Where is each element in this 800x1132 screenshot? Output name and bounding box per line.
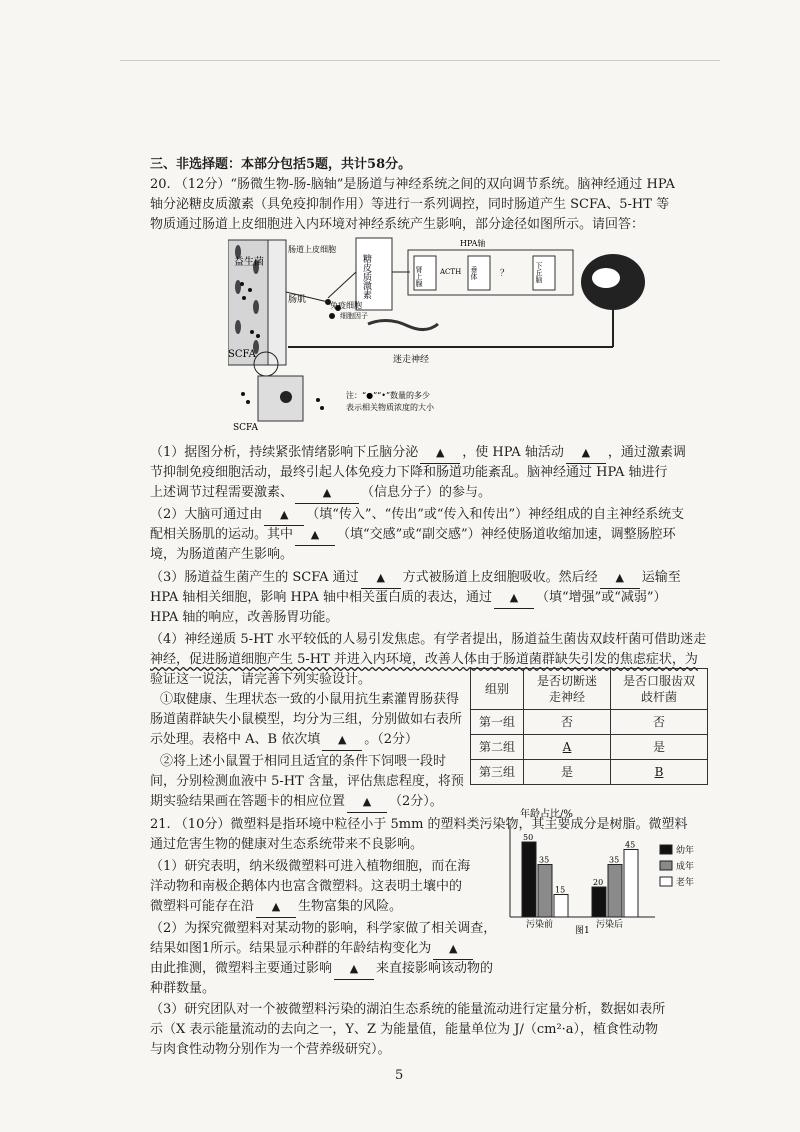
q20-p2-line2: 配相关肠肌的运动。其中 ▲ （填“交感”或“副交感”）神经使肠道收缩加速，调整肠腔环 bbox=[150, 525, 676, 546]
q20-p4-line3: 验证这一说法，请完善下列实验设计。 bbox=[150, 672, 372, 687]
bar-value-label: 35 bbox=[609, 855, 620, 865]
q20-line2: 轴分泌糖皮质激素（具免疫抑制作用）等进行一系列调控，同时肠道产生 SCFA、5-HT 等 bbox=[150, 197, 670, 212]
answer-blank[interactable]: ▲ bbox=[295, 483, 359, 504]
exp2-line1: ②将上述小鼠置于相同且适宜的条件下饲喂一段时 bbox=[160, 754, 447, 769]
q21-p3-line2: 示（X 表示能量流动的去向之一，Y、Z 为能量值，能量单位为 J/（cm²·a），植食性动物 bbox=[150, 1022, 659, 1037]
answer-blank[interactable]: ▲ bbox=[347, 792, 387, 813]
q21-line2: 通过危害生物的健康对生态系统带来不良影响。 bbox=[150, 837, 424, 852]
table-header: 组别 bbox=[471, 669, 524, 710]
bar-幼年-污染后 bbox=[592, 887, 606, 917]
q21-p2-line2: 结果如图1所示。结果显示种群的年龄结构变化为 ▲ bbox=[150, 939, 475, 960]
table-row: 第一组 否 否 bbox=[471, 710, 708, 735]
q20-p1-line2: 节抑制免疫细胞活动，最终引起人体免疫力下降和肠道功能紊乱。脑神经通过 HPA 轴进行 bbox=[150, 465, 668, 480]
exp1-line2: 肠道菌群缺失小鼠模型，均分为三组，分别做如右表所 bbox=[150, 712, 463, 727]
bar-value-label: 35 bbox=[539, 855, 550, 865]
answer-blank[interactable]: ▲ bbox=[600, 568, 640, 589]
table-row: 第三组 是 B bbox=[471, 760, 708, 785]
gut-muscle-label: 肠肌 bbox=[288, 295, 307, 305]
q20-p4-line1: （4）神经递质 5-HT 水平较低的人易引发焦虑。有学者提出，肠道益生菌齿双歧杆菌可借助迷走 bbox=[150, 632, 707, 647]
diagram-note-2: 表示相关物质浓度的大小 bbox=[346, 403, 434, 412]
q20-p3-line3: HPA 轴的响应，改善肠胃功能。 bbox=[150, 610, 339, 625]
table-row: 第二组 A 是 bbox=[471, 735, 708, 760]
section-heading: 三、非选择题：本部分包括5题，共计58分。 bbox=[150, 157, 412, 172]
q20-line3: 物质通过肠道上皮细胞进入内环境对神经系统产生影响，部分途径如图所示。请回答： bbox=[150, 217, 645, 232]
answer-blank[interactable]: ▲ bbox=[322, 730, 362, 751]
scfa-label-bottom: SCFA bbox=[233, 423, 259, 432]
bar-value-label: 50 bbox=[523, 833, 534, 842]
legend-label: 老年 bbox=[676, 878, 695, 888]
q20-p3-line2: HPA 轴相关细胞，影响 HPA 轴中相关蛋白质的表达，通过 ▲ （填“增强”或“减弱”） bbox=[150, 588, 667, 609]
q20-p1-line3: 上述调节过程需要激素、 ▲ （信息分子）的参与。 bbox=[150, 483, 491, 504]
q20-p3-line1: （3）肠道益生菌产生的 SCFA 通过 ▲ 方式被肠道上皮细胞吸收。然后经 ▲ 运输至 bbox=[150, 568, 681, 589]
table-header: 是否口服齿双歧杆菌 bbox=[611, 669, 708, 710]
probiotic-label: 益生菌 bbox=[234, 257, 264, 268]
q21-p2-line1: （2）为探究微塑料对某动物的影响，科学家做了相关调查， bbox=[150, 921, 497, 936]
q20-line1: 20. （12分）“肠微生物-肠-脑轴”是肠道与神经系统之间的双向调节系统。脑神经通过 HPA bbox=[150, 177, 675, 192]
answer-blank[interactable]: ▲ bbox=[264, 505, 304, 526]
q20-p2-line3: 境，为肠道菌产生影响。 bbox=[150, 547, 294, 562]
legend-label: 幼年 bbox=[676, 846, 695, 856]
experiment-group-table bbox=[470, 668, 708, 785]
hypothalamus-label: 下丘脑 bbox=[535, 262, 543, 283]
q21-p1-line3: 微塑料可能存在沿 ▲ 生物富集的风险。 bbox=[150, 897, 402, 918]
bar-成年-污染前 bbox=[538, 865, 552, 918]
table-header: 是否切断迷走神经 bbox=[524, 669, 611, 710]
answer-blank[interactable]: ▲ bbox=[494, 588, 534, 609]
glucocorticoid-label: 糖皮质激素 bbox=[361, 254, 371, 299]
cytokine-label: 细胞因子 bbox=[340, 312, 368, 320]
q20-p1-line1: （1）据图分析，持续紧张情绪影响下丘脑分泌 ▲ ，使 HPA 轴活动 ▲ ，通过激素调 bbox=[150, 443, 686, 464]
scfa-label-top: SCFA bbox=[228, 349, 256, 360]
q21-p2-line4: 种群数量。 bbox=[150, 981, 216, 996]
epithelium-label: 肠道上皮细胞 bbox=[288, 245, 336, 254]
adrenal-label: 肾上腺 bbox=[415, 266, 423, 287]
age-structure-chart bbox=[480, 805, 710, 935]
x-tick-label: 污染后 bbox=[596, 920, 624, 930]
exp2-line2: 间，分别检测血液中 5-HT 含量，评估焦虑程度，将预 bbox=[150, 774, 464, 789]
bar-value-label: 15 bbox=[555, 885, 566, 895]
bar-成年-污染后 bbox=[608, 865, 622, 918]
q21-line1: 21. （10分）微塑料是指环境中粒径小于 5mm 的塑料类污染物，其主要成分是树脂。微塑料 bbox=[150, 817, 688, 832]
vagus-label: 迷走神经 bbox=[393, 355, 430, 365]
exp1-line1: ①取健康、生理状态一致的小鼠用抗生素灌胃肠获得 bbox=[160, 692, 460, 707]
legend-swatch bbox=[660, 861, 672, 870]
x-tick-label: 污染前 bbox=[526, 920, 554, 930]
answer-blank[interactable]: ▲ bbox=[295, 525, 335, 546]
pituitary-label: 垂体 bbox=[470, 266, 478, 280]
q21-p1-line1: （1）研究表明，纳米级微塑料可进入植物细胞，而在海 bbox=[150, 859, 471, 874]
exp1-line3: 示处理。表格中 A、B 依次填 ▲ 。（2分） bbox=[150, 730, 418, 751]
bar-老年-污染后 bbox=[624, 850, 638, 918]
q20-p2-line1: （2）大脑可通过由 ▲ （填“传入”、“传出”或“传入和传出”）神经组成的自主神经系统支 bbox=[150, 505, 684, 526]
q21-p3-line3: 与肉食性动物分别作为一个营养级研究）。 bbox=[150, 1042, 391, 1057]
chart-title: 年龄占比/% bbox=[520, 809, 573, 820]
answer-blank[interactable]: ▲ bbox=[256, 897, 296, 918]
acth-label: ACTH bbox=[440, 268, 462, 276]
answer-blank[interactable]: ▲ bbox=[420, 443, 460, 464]
bar-value-label: 45 bbox=[625, 840, 636, 850]
answer-blank[interactable]: ▲ bbox=[334, 959, 374, 980]
answer-blank[interactable]: ▲ bbox=[566, 443, 606, 464]
q21-p3-line1: （3）研究团队对一个被微塑料污染的湖泊生态系统的能量流动进行定量分析，数据如表所 bbox=[150, 1002, 666, 1017]
bar-value-label: 20 bbox=[593, 878, 604, 887]
bar-老年-污染前 bbox=[554, 895, 568, 918]
answer-blank[interactable]: ▲ bbox=[433, 939, 473, 960]
exp2-line3: 期实验结果画在答题卡的相应位置 ▲ （2分）。 bbox=[150, 792, 443, 813]
diagram-note-1: 注：“●”“•”数量的多少 bbox=[346, 391, 431, 400]
immune-cells-label: 免疫细胞 bbox=[330, 301, 362, 310]
scan-artifact bbox=[120, 60, 720, 61]
gut-brain-axis-diagram bbox=[228, 232, 648, 432]
chart-caption: 图1 bbox=[575, 926, 590, 935]
legend-swatch bbox=[660, 845, 672, 854]
q21-p2-line3: 由此推测，微塑料主要通过影响 ▲ 来直接影响该动物的 bbox=[150, 959, 493, 980]
legend-label: 成年 bbox=[676, 862, 695, 872]
answer-blank[interactable]: ▲ bbox=[361, 568, 401, 589]
hpa-label: HPA轴 bbox=[460, 239, 486, 248]
q20-p4-line2: 神经，促进肠道细胞产生 5-HT 并进入内环境，改善人体由于肠道菌群缺失引发的焦虑症状，为 bbox=[150, 652, 698, 667]
q21-p1-line2: 洋动物和南极企鹅体内也富含微塑料。这表明土壤中的 bbox=[150, 879, 463, 894]
unknown-hormone-label: ？ bbox=[500, 269, 510, 279]
page-number: 5 bbox=[395, 1068, 404, 1083]
bar-幼年-污染前 bbox=[522, 842, 536, 917]
legend-swatch bbox=[660, 877, 672, 886]
